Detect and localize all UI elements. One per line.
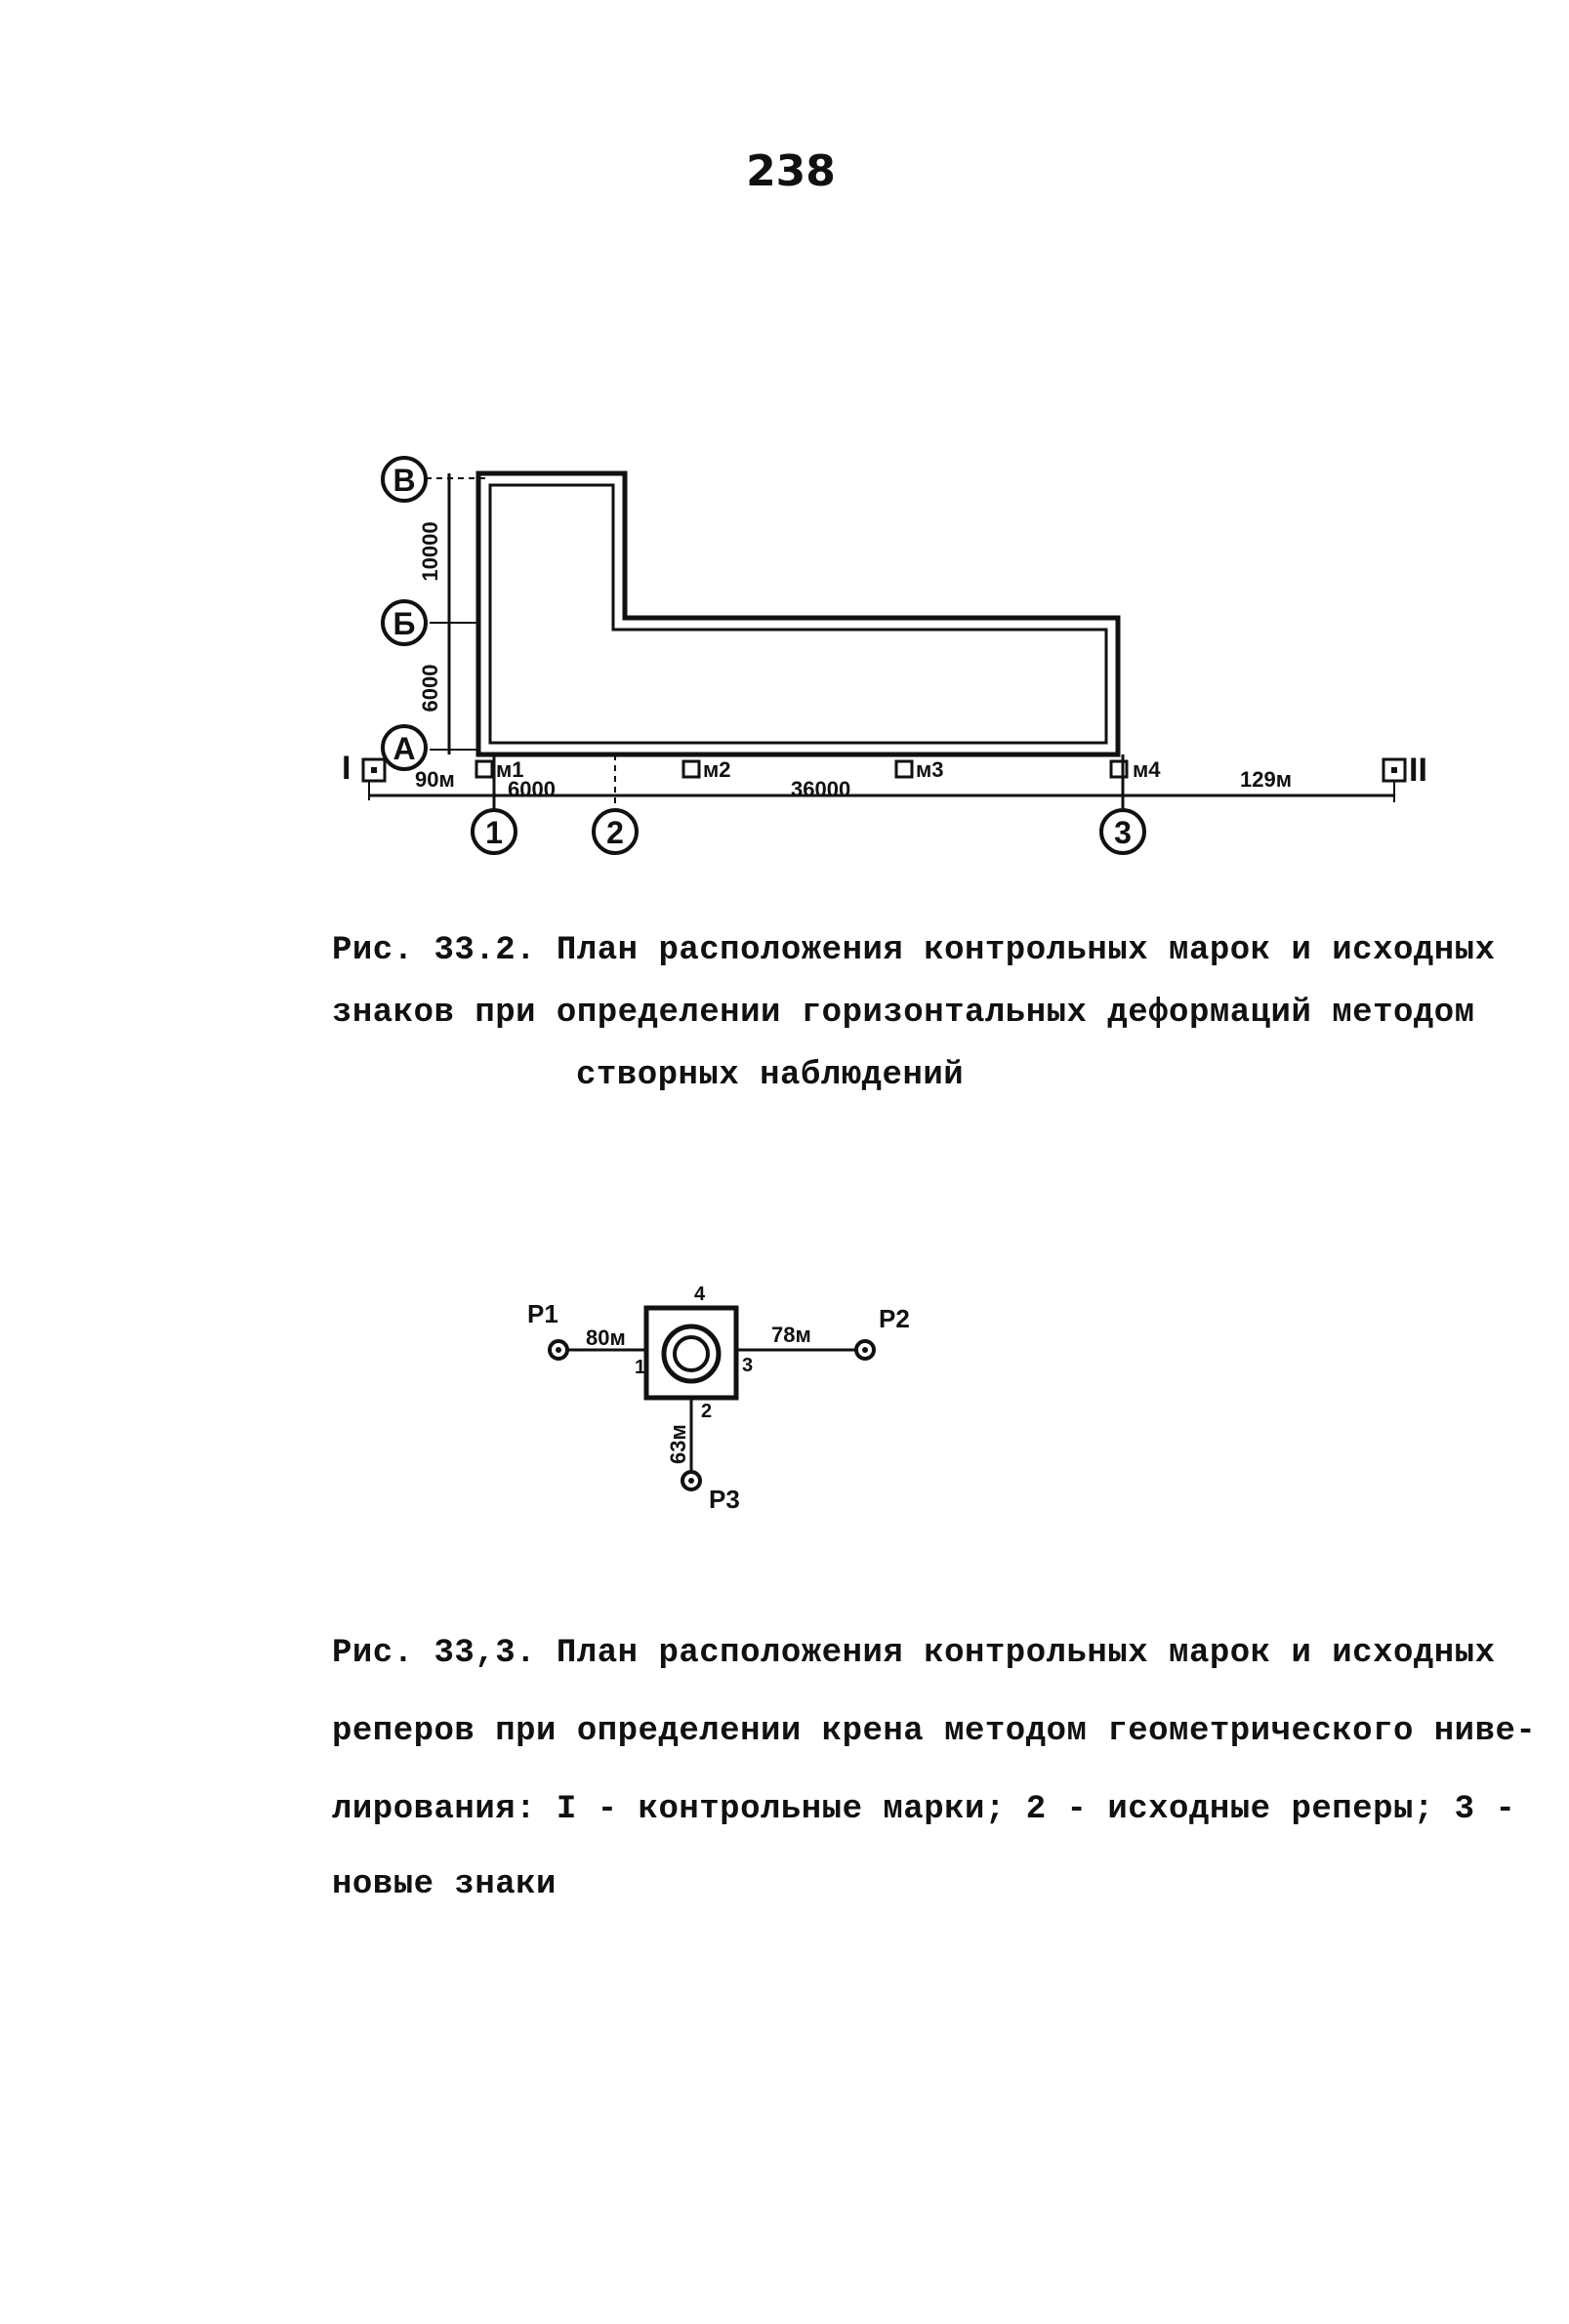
- dim-6000-vertical: 6000: [418, 664, 442, 713]
- dist-129m: 129м: [1240, 767, 1292, 792]
- caption-33-3-line-1: Рис. 33,3. План расположения контрольных марок и исходных: [332, 1635, 1496, 1672]
- mark-number-4: 4: [694, 1284, 706, 1305]
- base-point-i: I: [342, 750, 351, 787]
- axis-label-3: 3: [1114, 815, 1132, 850]
- caption-33-3-line-3: лирования: I - контрольные марки; 2 - исходные реперы; 3 -: [332, 1791, 1516, 1828]
- svg-text:м1: м1: [496, 757, 524, 782]
- dim-36000: 36000: [791, 777, 851, 801]
- caption-33-2-line-2: знаков при определении горизонтальных деформаций методом: [332, 995, 1475, 1032]
- mark-number-3: 3: [742, 1355, 754, 1376]
- base-point-ii: II: [1409, 752, 1427, 789]
- dim-6000-horizontal: 6000: [508, 777, 556, 801]
- benchmark-label-p2: P2: [879, 1304, 910, 1333]
- mark-m1: [476, 761, 492, 777]
- axis-label-2: 2: [606, 815, 624, 850]
- dist-63m: 63м: [666, 1424, 690, 1464]
- svg-text:м3: м3: [916, 757, 944, 782]
- dim-10000: 10000: [418, 521, 442, 582]
- axis-label-v: В: [392, 463, 416, 498]
- figure-33-3-plan: [527, 1284, 910, 1514]
- benchmark-label-p3: P3: [709, 1485, 740, 1514]
- caption-33-3-line-4: новые знаки: [332, 1866, 557, 1903]
- mark-m2: [683, 761, 699, 777]
- svg-text:м4: м4: [1133, 757, 1161, 782]
- building-outline: [478, 473, 1118, 754]
- caption-33-2-line-3: створных наблюдений: [576, 1057, 965, 1094]
- svg-text:м2: м2: [703, 757, 731, 782]
- tower-square: [646, 1308, 736, 1398]
- dist-78m: 78м: [771, 1323, 811, 1347]
- mark-number-2: 2: [701, 1401, 713, 1422]
- dist-80m: 80м: [586, 1325, 626, 1350]
- mark-m4: [1111, 761, 1127, 777]
- axis-label-a: А: [392, 731, 416, 766]
- dist-90m: 90м: [415, 767, 455, 792]
- caption-33-2-line-1: Рис. 33.2. План расположения контрольных марок и исходных: [332, 932, 1496, 969]
- building-outline-inner: [490, 485, 1106, 743]
- caption-33-3-line-2: реперов при определении крена методом геометрического ниве-: [332, 1713, 1537, 1750]
- mark-number-1: 1: [635, 1357, 646, 1378]
- mark-m3: [896, 761, 912, 777]
- axis-label-1: 1: [485, 815, 503, 850]
- axis-label-b: Б: [392, 606, 416, 641]
- benchmark-label-p1: P1: [527, 1299, 558, 1328]
- page-number: 238: [746, 146, 836, 196]
